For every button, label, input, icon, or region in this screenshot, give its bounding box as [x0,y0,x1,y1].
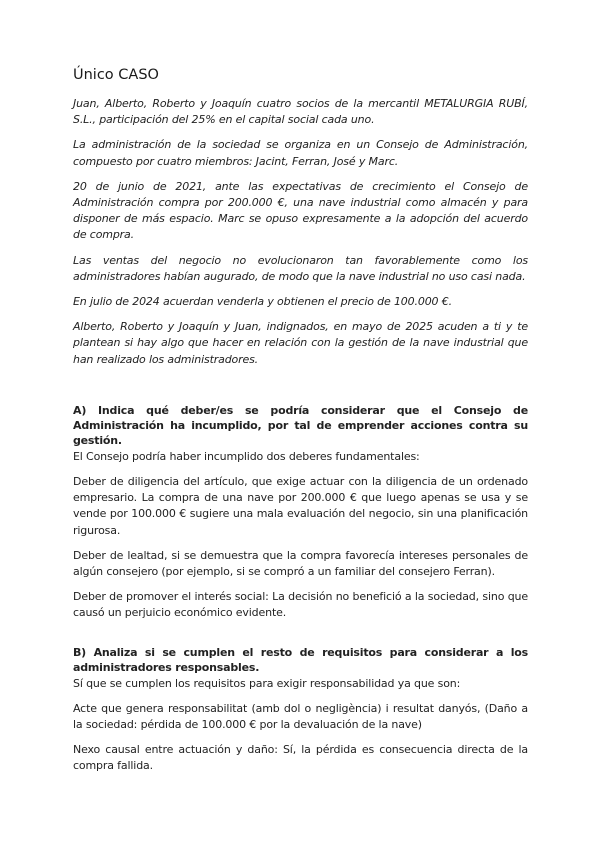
section-b-paragraph-1: Acte que genera responsabilitat (amb dol o negligència) i resultat danyós, (Daño a la sociedad: pérdida de 100.000 € por la devaluación de la nave) [73,701,528,732]
case-paragraph-2: La administración de la sociedad se organiza en un Consejo de Administración, compuesto por cuatro miembros: Jacint, Ferran, José y Marc. [73,138,528,168]
section-b-heading: B) Analiza si se cumplen el resto de requisitos para considerar a los administradores responsables. [73,645,528,674]
section-a-paragraph-2: Deber de lealtad, si se demuestra que la compra favorecía intereses personales de algún consejero (por ejemplo, si se compró a un familiar del consejero Ferran). [73,548,528,579]
case-paragraph-3: 20 de junio de 2021, ante las expectativas de crecimiento el Consejo de Administración compra por 200.000 €, una nave industrial como almacén y para disponer de más espacio. Marc se opuso expresamente a la adopción del acuerdo de compra. [73,179,528,242]
section-a-paragraph-1: Deber de diligencia del artículo, que exige actuar con la diligencia de un ordenado empresario. La compra de una nave por 200.000 € que luego apenas se usa y se vende por 100.000 € sugiere una mala evaluación del negocio, sin una planificación rigurosa. [73,475,528,537]
case-paragraph-6: Alberto, Roberto y Joaquín y Juan, indignados, en mayo de 2025 acuden a ti y te plantean si hay algo que hacer en relación con la gestión de la nave industrial que han realizado los administradores. [73,320,528,366]
spacer [73,631,528,645]
spacer [73,377,528,403]
section-a-heading: A) Indica qué deber/es se podría considerar que el Consejo de Administración ha incumplido, por tal de emprender acciones contra su gestión. [73,403,528,447]
case-paragraph-4: Las ventas del negocio no evolucionaron tan favorablemente como los administradores habían augurado, de modo que la nave industrial no uso casi nada. [73,253,528,283]
case-paragraph-1: Juan, Alberto, Roberto y Joaquín cuatro socios de la mercantil METALURGIA RUBÍ, S.L., participación del 25% en el capital social cada uno. [73,97,528,127]
section-b-intro: Sí que se cumplen los requisitos para exigir responsabilidad ya que son: [73,676,461,690]
section-a-intro: El Consejo podría haber incumplido dos deberes fundamentales: [73,449,420,463]
case-paragraph-5: En julio de 2024 acuerdan venderla y obtienen el precio de 100.000 €. [73,295,452,309]
section-b-paragraph-2: Nexo causal entre actuación y daño: Sí, la pérdida es consecuencia directa de la compra fallida. [73,743,528,773]
page-title: Único CASO [73,67,159,83]
section-a-paragraph-3: Deber de promover el interés social: La decisión no benefició a la sociedad, sino que causó un perjuicio económico evidente. [73,590,528,620]
